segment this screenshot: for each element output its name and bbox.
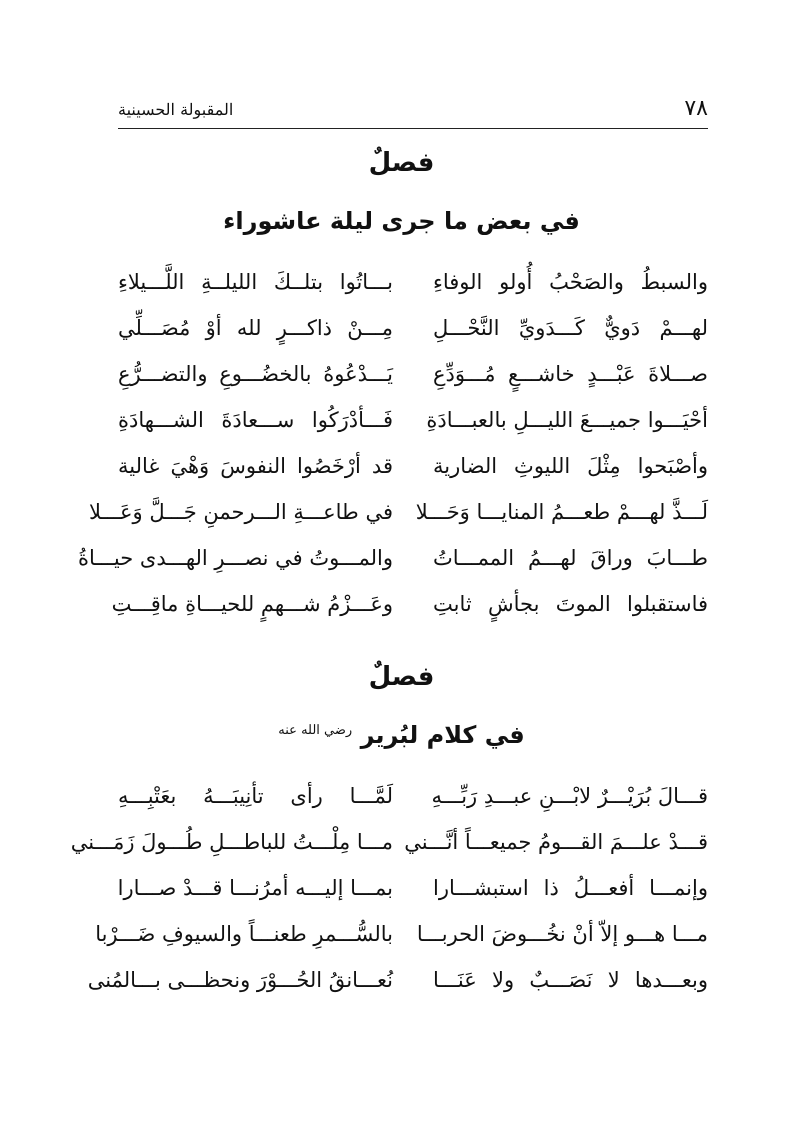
second-hemistich: بمـــا إليـــه أمرُنـــا قـــدْ صـــارا — [117, 876, 393, 900]
second-hemistich: مِـــنْ ذاكـــرٍ لله أوْ مُصَـــلِّي — [118, 316, 393, 340]
verse — [95, 918, 708, 964]
verse — [118, 312, 708, 358]
verse — [118, 450, 708, 496]
verse — [78, 542, 708, 588]
section-1-title: فصلٌ — [368, 148, 435, 178]
second-hemistich: مـــا مِلْـــتُ للباطـــلِ طُـــولَ زَمَـــني — [70, 830, 393, 854]
first-hemistich: وأصْبَحوا مِثْلَ الليوثِ الضارية — [433, 454, 708, 478]
first-hemistich: قـــدْ علـــمَ القـــومُ جميعـــاً أنَّـــني — [404, 830, 708, 854]
section-2-subtitle: في كلام لبُرير — [360, 721, 525, 749]
second-hemistich: فَـــأدْرَكُوا ســـعادَةَ الشـــهادَةِ — [118, 408, 393, 432]
verse — [70, 826, 708, 872]
second-hemistich: بـــاتُوا بتلــكَ الليلــةِ اللَّـــيلاءِ — [118, 270, 393, 294]
first-hemistich: فاستقبلوا الموتَ بجأشٍ ثابتِ — [433, 592, 708, 616]
section-1-subtitle: في بعض ما جرى ليلة عاشوراء — [223, 207, 580, 235]
first-hemistich: وإنمـــا أفعـــلُ ذا استبشـــارا — [433, 876, 708, 900]
verse — [89, 496, 708, 542]
honorific-mark: رضي الله عنه — [278, 723, 353, 738]
second-hemistich: يَـــدْعُوهُ بالخضُـــوعِ والتضـــرُّعِ — [118, 362, 393, 386]
second-hemistich: قد أرْخَصُوا النفوسَ وَهْيَ غالية — [118, 454, 393, 478]
first-hemistich: مـــا هـــو إلاّ أنْ نخُـــوضَ الحربـــا — [416, 922, 708, 946]
second-hemistich: في طاعـــةِ الـــرحمنِ جَـــلَّ وَعَـــلا — [89, 500, 393, 524]
verse — [87, 964, 708, 1010]
running-title: المقبولة الحسينية — [118, 100, 234, 119]
first-hemistich: أحْيَـــوا جميـــعَ الليـــلِ بالعبـــادَةِ — [426, 408, 708, 432]
verse — [111, 588, 708, 634]
verse — [118, 780, 708, 826]
header-divider — [118, 128, 708, 129]
first-hemistich: طـــابَ وراقَ لهـــمُ الممـــاتُ — [433, 546, 708, 570]
verse — [118, 266, 708, 312]
second-hemistich: بالسُّـــمرِ طعنـــاً والسيوفِ ضَـــرْبا — [95, 922, 393, 946]
second-hemistich: والمـــوتُ في نصـــرِ الهـــدى حيـــاةُ — [78, 546, 393, 570]
section-2-title: فصلٌ — [368, 662, 435, 692]
second-hemistich: نُعـــانقُ الحُـــوْرَ ونحظـــى بـــالمُنى — [87, 968, 393, 992]
verse — [118, 404, 708, 450]
first-hemistich: والسبطُ والصَحْبُ أُولو الوفاءِ — [433, 270, 708, 294]
page-number: ٧٨ — [684, 96, 708, 121]
verse — [118, 358, 708, 404]
page-header — [118, 92, 708, 128]
first-hemistich: قـــالَ بُرَيْـــرٌ لابْـــنِ عبـــدِ رَبِّـــهِ — [431, 784, 708, 808]
first-hemistich: وبعـــدها لا نَصَـــبٌ ولا عَنَـــا — [433, 968, 708, 992]
verse — [118, 872, 708, 918]
poem-section-1 — [78, 266, 708, 634]
section-2-subtitle-line — [0, 721, 803, 749]
first-hemistich: لَـــذَّ لهـــمْ طعـــمُ المنايـــا وَحَـــلا — [415, 500, 708, 524]
second-hemistich: وعَـــزْمُ شـــهمٍ للحيـــاةِ ماقِـــتِ — [111, 592, 393, 616]
poem-section-2 — [70, 780, 708, 1010]
first-hemistich: صـــلاةَ عَبْـــدٍ خاشـــعٍ مُـــوَدِّعِ — [433, 362, 708, 386]
first-hemistich: لهـــمْ دَويٌّ كَـــدَويِّ النَّحْـــلِ — [433, 316, 708, 340]
second-hemistich: لَمَّـــا رأى تأنِيبَـــهُ بعَتْبِـــهِ — [118, 784, 393, 808]
